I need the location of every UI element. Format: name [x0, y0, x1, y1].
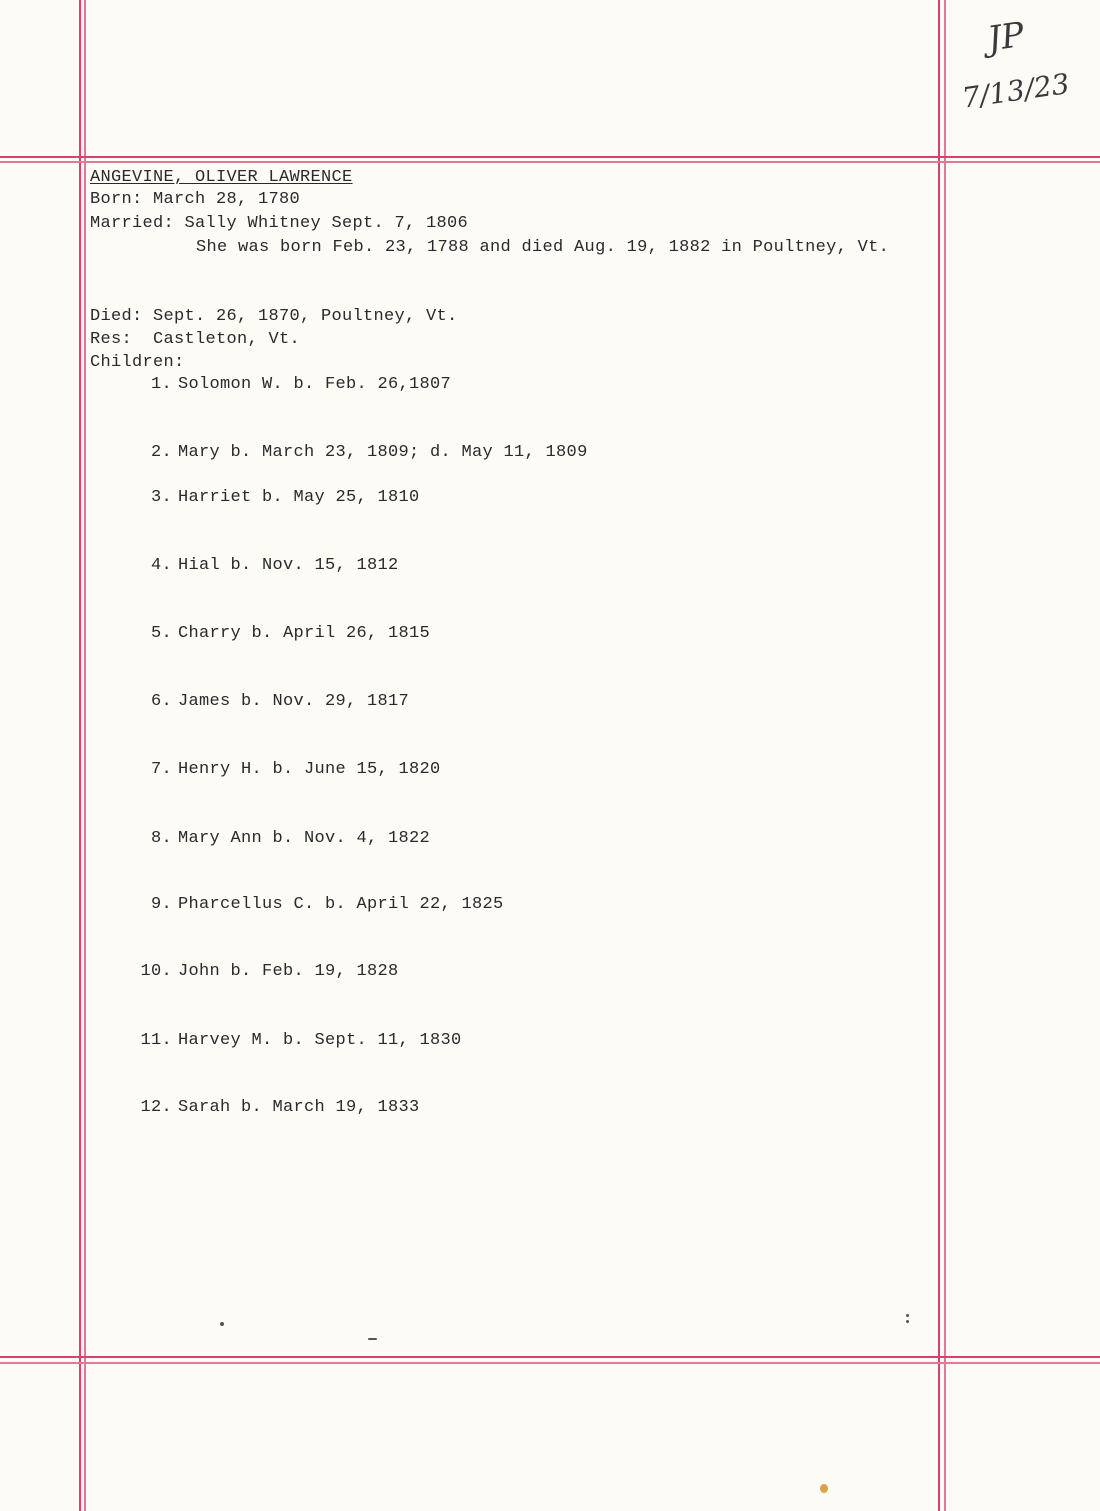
child-number: 9. — [150, 895, 172, 914]
top-header-rule-inner — [0, 161, 1100, 163]
child-number: 6. — [150, 692, 172, 711]
child-text: Solomon W. b. Feb. 26,1807 — [178, 375, 452, 394]
child-number: 4. — [150, 556, 172, 575]
left-margin-rule — [79, 0, 81, 1511]
child-number: 8. — [150, 829, 172, 848]
handwritten-date: 7/13/23 — [960, 66, 1072, 115]
child-entry — [128, 375, 451, 395]
child-number: 7. — [150, 760, 172, 779]
child-text: Henry H. b. June 15, 1820 — [178, 760, 441, 779]
child-entry — [128, 692, 409, 712]
left-margin-rule-inner — [84, 0, 86, 1511]
child-entry — [128, 1031, 462, 1051]
child-text: Pharcellus C. b. April 22, 1825 — [178, 895, 504, 914]
bottom-rule-inner — [0, 1362, 1100, 1364]
born-line: Born: March 28, 1780 — [90, 190, 301, 209]
paper-speck — [220, 1322, 224, 1326]
child-text: Mary b. March 23, 1809; d. May 11, 1809 — [178, 443, 588, 462]
spouse-detail-line: She was born Feb. 23, 1788 and died Aug. 19, 1882 in Poultney, Vt. — [196, 238, 890, 257]
child-number: 3. — [150, 488, 172, 507]
married-line: Married: Sally Whitney Sept. 7, 1806 — [90, 214, 469, 233]
child-entry — [128, 1098, 420, 1118]
top-header-rule — [0, 156, 1100, 158]
child-number: 11. — [140, 1031, 172, 1050]
child-number: 10. — [140, 962, 172, 981]
child-text: Mary Ann b. Nov. 4, 1822 — [178, 829, 431, 848]
right-margin-rule — [938, 0, 940, 1511]
child-number: 5. — [150, 624, 172, 643]
child-entry — [128, 443, 588, 463]
children-label: Children: — [90, 353, 185, 372]
child-number: 2. — [150, 443, 172, 462]
child-text: John b. Feb. 19, 1828 — [178, 962, 399, 981]
child-entry — [128, 556, 399, 576]
child-entry — [128, 895, 504, 915]
residence-line: Res: Castleton, Vt. — [90, 330, 301, 349]
handwritten-initials: JP — [985, 14, 1027, 60]
child-number: 12. — [140, 1098, 172, 1117]
paper-stain — [820, 1484, 828, 1493]
child-entry — [128, 624, 430, 644]
child-number: 1. — [150, 375, 172, 394]
child-entry — [128, 962, 399, 982]
child-text: Harvey M. b. Sept. 11, 1830 — [178, 1031, 462, 1050]
paper-speck — [906, 1314, 909, 1317]
child-text: Harriet b. May 25, 1810 — [178, 488, 420, 507]
record-name-heading: ANGEVINE, OLIVER LAWRENCE — [90, 168, 353, 187]
child-text: Hial b. Nov. 15, 1812 — [178, 556, 399, 575]
child-entry — [128, 760, 441, 780]
child-entry — [128, 829, 430, 849]
child-text: Charry b. April 26, 1815 — [178, 624, 431, 643]
paper-speck — [368, 1338, 377, 1340]
died-line: Died: Sept. 26, 1870, Poultney, Vt. — [90, 307, 458, 326]
child-text: James b. Nov. 29, 1817 — [178, 692, 410, 711]
paper-speck — [906, 1320, 909, 1323]
child-entry — [128, 488, 420, 508]
child-text: Sarah b. March 19, 1833 — [178, 1098, 420, 1117]
right-margin-rule-inner — [944, 0, 946, 1511]
bottom-rule — [0, 1356, 1100, 1358]
